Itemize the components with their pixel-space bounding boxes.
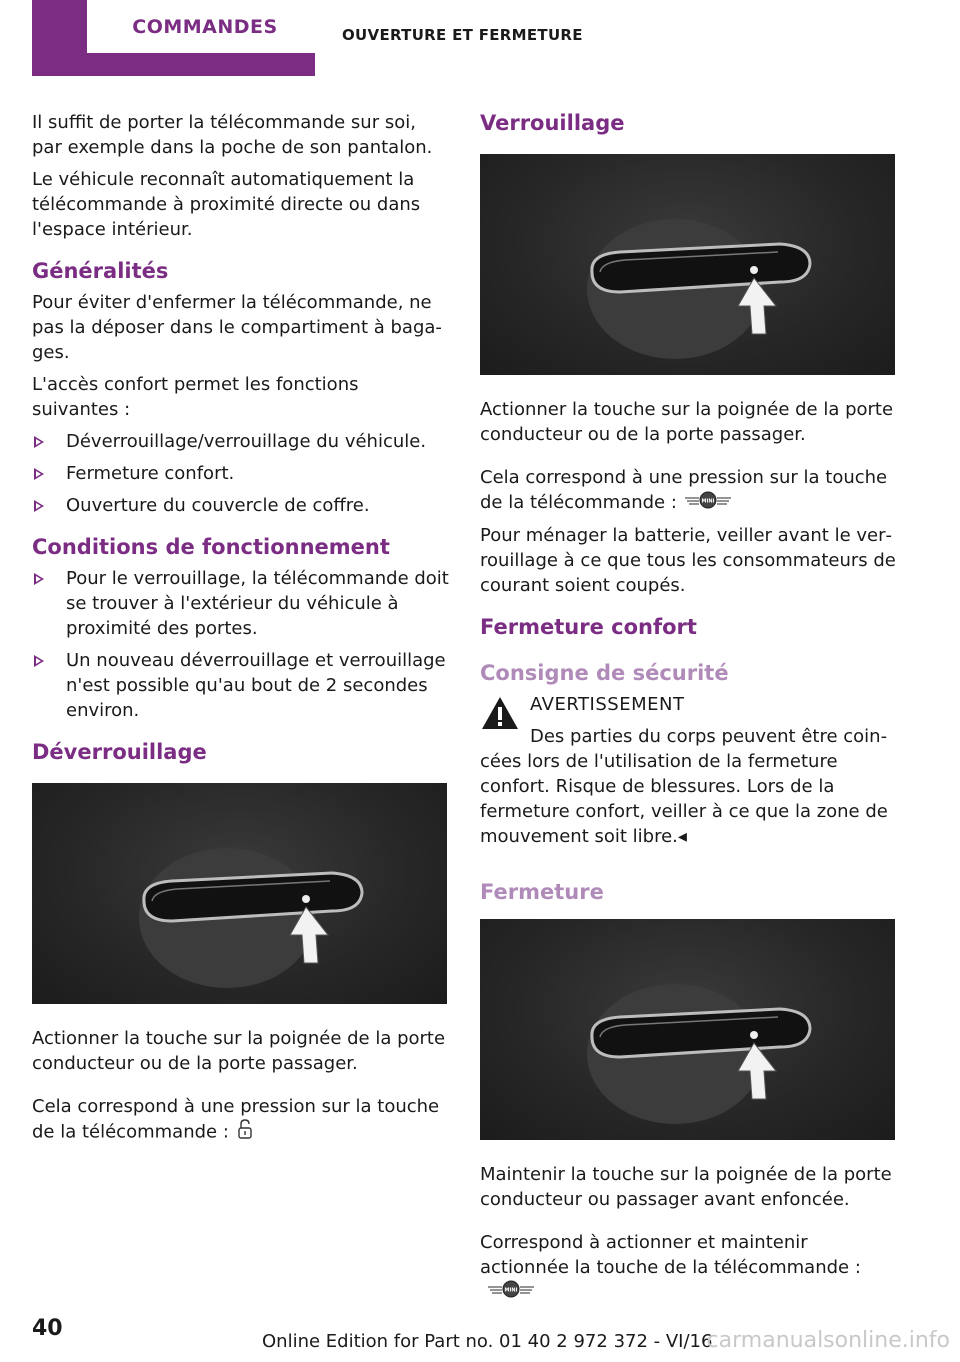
right-column (480, 110, 898, 1312)
triangle-bullet-icon (34, 573, 44, 585)
conditions-list (32, 566, 450, 723)
fermeture-paragraph-1: Maintenir la touche sur la poignée de la porte conducteur ou passager avant enfoncée. (480, 1163, 892, 1210)
svg-text:MINI: MINI (701, 498, 715, 504)
deverrouillage-paragraph-1: Actionner la touche sur la poignée de la porte conducteur ou de la porte passager. (32, 1028, 446, 1074)
warning-block (480, 692, 898, 849)
list-item: Fermeture confort. (32, 461, 450, 486)
list-item: Ouverture du couvercle de coffre. (32, 493, 450, 518)
features-list (32, 429, 450, 518)
fermeture-paragraph-2: Correspond à actionner et maintenir actionnée la touche de la télécommande : MINI (480, 1230, 898, 1306)
warning-triangle-icon (480, 694, 520, 732)
svg-text:MINI: MINI (504, 1287, 518, 1294)
generalites-paragraph-1: Pour éviter d'enfermer la télécommande, ne pas la déposer dans le compartiment à bagages. (32, 292, 442, 363)
mini-logo-icon (488, 1280, 534, 1305)
door-handle-photo (480, 154, 895, 375)
generalites-paragraph-2: L'accès confort permet les fonctions suivantes : (32, 374, 359, 420)
door-handle-photo (480, 919, 895, 1140)
unlock-icon (237, 1119, 253, 1146)
triangle-bullet-icon (34, 468, 44, 480)
triangle-bullet-icon (34, 436, 44, 448)
triangle-bullet-icon (34, 655, 44, 667)
door-handle-photo (32, 783, 447, 1004)
warning-title: AVERTISSEMENT (530, 693, 685, 715)
watermark: carmanualsonline.info (706, 1328, 950, 1353)
fermeture-heading: Fermeture (480, 879, 604, 904)
mini-logo-icon (685, 491, 731, 516)
door-handle-illustration (480, 154, 895, 375)
chapter-tab-label: COMMANDES (87, 0, 323, 53)
verrouillage-heading: Verrouillage (480, 111, 625, 135)
verrouillage-paragraph-2: Cela correspond à une pression sur la touche de la télécommande : MINI (480, 465, 898, 516)
chapter-tab (32, 0, 315, 76)
door-handle-illustration (480, 919, 895, 1140)
conditions-heading: Conditions de fonctionnement (32, 535, 390, 559)
verrouillage-paragraph-3: Pour ménager la batterie, veiller avant le verrouillage à ce que tous les consommateurs de courant soient coupés. (480, 524, 896, 596)
section-title: OUVERTURE ET FERMETURE (342, 26, 583, 44)
warning-body: Des parties du corps peuvent être coincées lors de l'utilisation de la fermeture confort. Risque de blessures. Lors de la fermeture confort, veiller à ce que la zone de mouvement soit libre.◂ (480, 725, 888, 847)
fermeture-confort-heading: Fermeture confort (480, 614, 697, 639)
list-item: Déverrouillage/verrouillage du véhicule. (32, 429, 450, 454)
door-handle-illustration (32, 783, 447, 1004)
list-item: Un nouveau déverrouillage et verrouillage n'est possible qu'au bout de 2 secondes environ. (32, 648, 450, 723)
generalites-heading: Généralités (32, 259, 169, 283)
verrouillage-paragraph-1: Actionner la touche sur la poignée de la porte conducteur ou de la porte passager. (480, 399, 894, 445)
page-number: 40 (32, 1316, 63, 1341)
list-item: Pour le verrouillage, la télécommande doit se trouver à l'extérieur du véhicule à proximité des portes. (32, 566, 450, 641)
edition-footer: Online Edition for Part no. 01 40 2 972 372 - VI/16 (262, 1331, 713, 1352)
consigne-heading: Consigne de sécurité (480, 660, 729, 685)
deverrouillage-heading: Déverrouillage (32, 740, 207, 764)
triangle-bullet-icon (34, 500, 44, 512)
left-column (32, 110, 450, 1153)
intro-paragraph-1: Il suffit de porter la télécommande sur soi, par exemple dans la poche de son pantalon. (32, 112, 433, 158)
intro-paragraph-2: Le véhicule reconnaît automatiquement la télécommande à proximité directe ou dans l'espace intérieur. (32, 169, 421, 240)
deverrouillage-paragraph-2: Cela correspond à une pression sur la touche de la télécommande : (32, 1094, 450, 1146)
